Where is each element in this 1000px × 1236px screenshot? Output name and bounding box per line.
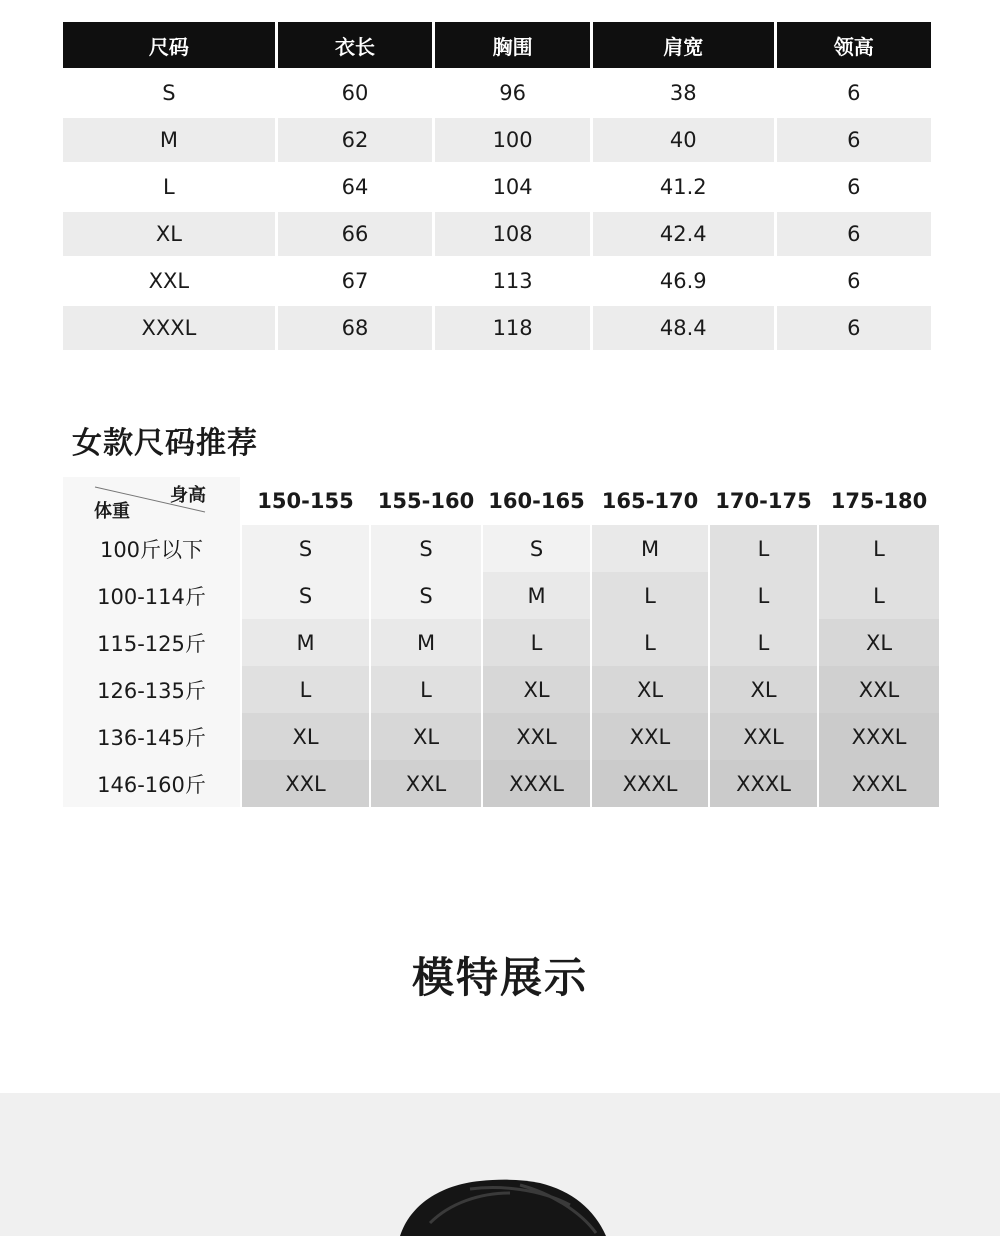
size-cell: XXL	[819, 666, 939, 713]
size-cell: XXXL	[710, 760, 817, 807]
size-cell: XXL	[371, 760, 481, 807]
height-header: 175-180	[819, 477, 939, 525]
chest-cell: 100	[435, 118, 590, 162]
size-cell: S	[371, 572, 481, 619]
collar-cell: 6	[847, 269, 861, 293]
size-cell: XXXL	[819, 713, 939, 760]
size-cell: L	[819, 572, 939, 619]
size-cell: L	[710, 572, 817, 619]
size-cell: XXXL	[819, 760, 939, 807]
length-cell: 62	[278, 118, 432, 162]
height-header: 170-175	[710, 477, 817, 525]
height-header: 160-165	[483, 477, 590, 525]
height-axis-label: 身高	[170, 485, 206, 506]
weight-axis-label: 体重	[94, 501, 130, 522]
size-table	[60, 19, 934, 353]
size-cell: M	[483, 572, 590, 619]
size-cell: L	[710, 619, 817, 666]
size-table-header-row	[63, 22, 931, 68]
size-cell: L	[163, 175, 175, 199]
length-cell: 60	[341, 81, 369, 105]
table-row	[63, 212, 931, 256]
collar-cell: 6	[777, 118, 931, 162]
size-cell: XXL	[592, 713, 708, 760]
weight-header: 115-125斤	[63, 619, 240, 666]
size-cell: M	[63, 118, 275, 162]
size-cell: XL	[242, 713, 369, 760]
length-cell: 67	[341, 269, 369, 293]
grid-corner-cell	[63, 477, 240, 525]
weight-header: 126-135斤	[63, 666, 240, 713]
header-collar: 领高	[777, 22, 931, 68]
size-cell: L	[242, 666, 369, 713]
chest-cell: 113	[492, 269, 533, 293]
size-cell: S	[242, 572, 369, 619]
size-cell: S	[162, 81, 176, 105]
size-cell: XXXL	[592, 760, 708, 807]
recommendation-title: 女款尺码推荐	[72, 426, 258, 461]
size-cell: S	[242, 525, 369, 572]
size-cell: XL	[592, 666, 708, 713]
model-photo	[0, 1093, 1000, 1236]
size-cell: L	[710, 525, 817, 572]
chest-cell: 108	[435, 212, 590, 256]
length-cell: 68	[278, 306, 432, 350]
weight-header: 100斤以下	[63, 525, 240, 572]
size-cell: XXL	[148, 269, 190, 293]
size-cell: L	[592, 572, 708, 619]
collar-cell: 6	[777, 212, 931, 256]
size-cell: M	[592, 525, 708, 572]
height-header: 150-155	[242, 477, 369, 525]
size-cell: L	[592, 619, 708, 666]
chest-cell: 96	[499, 81, 526, 105]
size-cell: L	[819, 525, 939, 572]
size-cell: XXXL	[483, 760, 590, 807]
collar-cell: 6	[777, 306, 931, 350]
model-hair-image	[0, 1093, 1000, 1236]
header-chest: 胸围	[435, 22, 590, 68]
collar-cell: 6	[847, 81, 861, 105]
shoulder-cell: 38	[669, 81, 697, 105]
size-cell: XXL	[242, 760, 369, 807]
size-cell: XL	[371, 713, 481, 760]
shoulder-cell: 40	[593, 118, 774, 162]
table-row	[63, 306, 931, 350]
size-recommendation-grid	[63, 477, 935, 807]
shoulder-cell: 48.4	[593, 306, 774, 350]
size-cell: XXXL	[63, 306, 275, 350]
size-cell: XXL	[710, 713, 817, 760]
size-cell: M	[242, 619, 369, 666]
size-cell: XL	[710, 666, 817, 713]
chest-cell: 118	[435, 306, 590, 350]
shoulder-cell: 41.2	[659, 175, 707, 199]
header-length: 衣长	[278, 22, 432, 68]
length-cell: 66	[278, 212, 432, 256]
size-cell: M	[371, 619, 481, 666]
table-row	[63, 165, 931, 209]
weight-header: 100-114斤	[63, 572, 240, 619]
size-cell: S	[483, 525, 590, 572]
collar-cell: 6	[847, 175, 861, 199]
table-row	[63, 71, 931, 115]
model-showcase-title: 模特展示	[411, 953, 588, 1002]
diagonal-divider	[63, 477, 240, 525]
height-header: 155-160	[371, 477, 481, 525]
table-row	[63, 118, 931, 162]
size-cell: XL	[819, 619, 939, 666]
size-cell: L	[483, 619, 590, 666]
size-cell: XXL	[483, 713, 590, 760]
header-size: 尺码	[63, 22, 275, 68]
size-cell: XL	[63, 212, 275, 256]
table-row	[63, 259, 931, 303]
shoulder-cell: 46.9	[659, 269, 707, 293]
size-cell: S	[371, 525, 481, 572]
shoulder-cell: 42.4	[593, 212, 774, 256]
length-cell: 64	[341, 175, 369, 199]
chest-cell: 104	[492, 175, 533, 199]
size-cell: XL	[483, 666, 590, 713]
weight-header: 136-145斤	[63, 713, 240, 760]
header-shoulder: 肩宽	[593, 22, 774, 68]
height-header: 165-170	[592, 477, 708, 525]
weight-header: 146-160斤	[63, 760, 240, 807]
size-cell: L	[371, 666, 481, 713]
